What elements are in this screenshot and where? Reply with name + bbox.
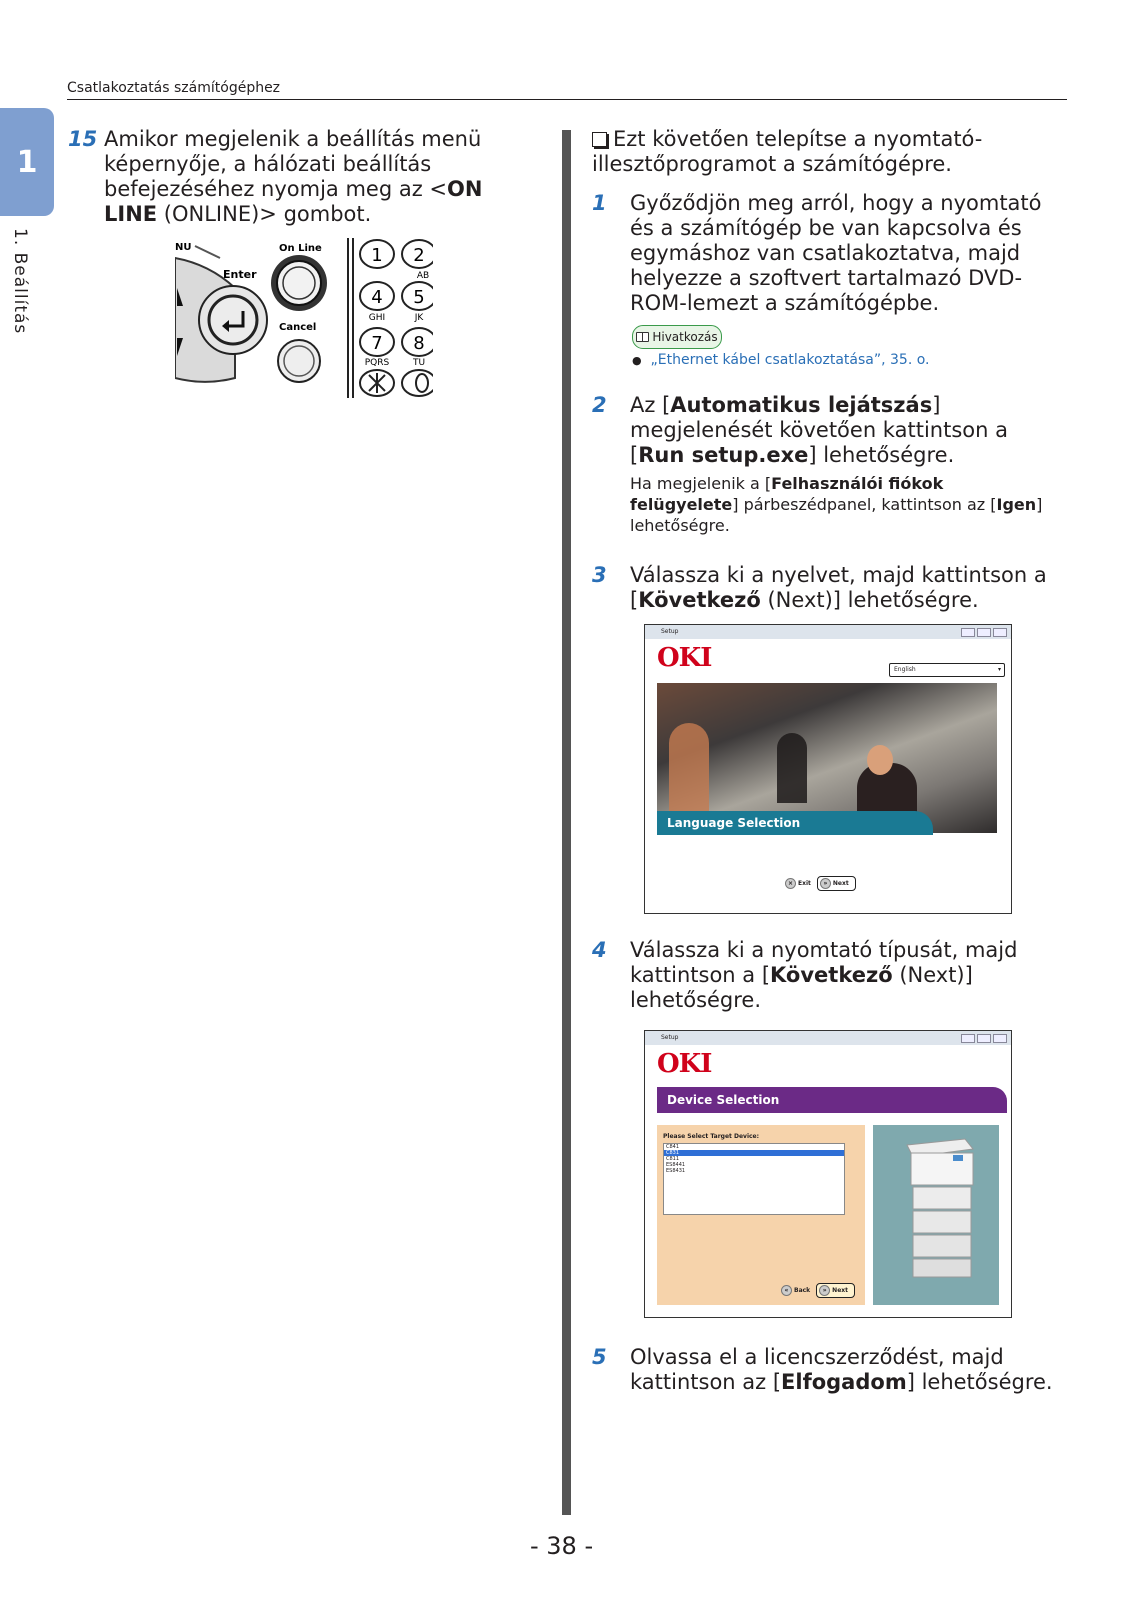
device-panel [657,1125,865,1305]
nav-buttons [781,1283,855,1298]
cancel-label: Cancel [279,322,317,333]
device-option[interactable]: ES8441 [666,1162,686,1168]
key-8-letters: TU [412,358,426,368]
back-button[interactable]: « Back [781,1283,810,1298]
language-selection-banner: Language Selection [657,811,933,835]
nav-buttons [785,876,856,891]
key-5: 5 [413,287,425,308]
header-rule [67,99,1067,100]
device-listbox[interactable] [663,1143,845,1215]
maximize-icon [977,1034,991,1043]
device-option-selected[interactable]: C831 [664,1150,844,1156]
reference-link[interactable]: ● „Ethernet kábel csatlakoztatása”, 35. o. [632,352,930,368]
key-1: 1 [371,245,383,266]
operator-panel-illustration [175,238,433,408]
printer-icon [873,1125,999,1305]
checkbox-bullet-icon [592,132,607,147]
key-7-letters: PQRS [364,358,390,368]
column-divider [562,130,571,1515]
exit-button[interactable]: × Exit [785,876,811,891]
window-titlebar: Setup [645,1031,1011,1045]
next-button[interactable]: » Next [816,1283,855,1298]
step-3-number: 3 [592,563,607,587]
printer-image-panel [873,1125,999,1305]
step-4-number: 4 [592,938,607,962]
step-5-text: Olvassa el a licencszerződést, majd kattintson az [Elfogadom] lehetőségre. [630,1345,1053,1394]
minimize-icon [961,628,975,637]
step-15-text: Amikor megjelenik a beállítás menü képernyője, a hálózati beállítás befejezéséhez nyomja meg az <ON LINE (ONLINE)> gombot. [104,127,483,226]
device-selection-banner: Device Selection [657,1087,1007,1113]
chevron-down-icon: ▾ [997,666,1001,673]
book-icon [636,332,649,342]
step-15-number: 15 [68,127,98,151]
step-4-text: Válassza ki a nyomtató típusát, majd kattintson a [Következő (Next)] lehetőségre. [630,938,1018,1012]
forward-icon: » [820,878,831,889]
key-8: 8 [413,333,425,354]
device-option[interactable]: C811 [666,1156,680,1162]
step-1-number: 1 [592,191,607,215]
device-list-label: Please Select Target Device: [663,1133,760,1140]
enter-label: Enter [223,268,257,281]
step-2-number: 2 [592,393,607,417]
key-5-letters: JK [414,313,424,323]
step-2-note: Ha megjelenik a [Felhasználói fiókok felügyelete] párbeszédpanel, kattintson az [Igen] lehetőségre. [630,474,1043,535]
minimize-icon [961,1034,975,1043]
setup-language-window [644,624,1012,914]
menu-label: NU [175,242,192,253]
enter-button [209,296,257,344]
device-option[interactable]: C841 [666,1144,680,1150]
oki-logo: OKI [657,1049,712,1079]
page-number: - 38 - [530,1532,594,1560]
close-icon [993,1034,1007,1043]
key-2-letters: AB [416,271,430,281]
chapter-side-label: 1. Beállítás [10,228,30,335]
reference-badge: Hivatkozás [632,325,722,349]
back-icon: « [781,1285,792,1296]
step-1-text: Győződjön meg arról, hogy a nyomtató és a számítógép be van kapcsolva és egymáshoz van csatlakoztatva, majd helyezze a szoftvert tartalmazó DVD-ROM-lemezt a számítógépbe. [630,191,1042,315]
device-option[interactable]: ES8431 [666,1168,686,1174]
next-button[interactable]: » Next [817,876,856,891]
key-7: 7 [371,333,383,354]
close-icon: × [785,878,796,889]
key-4-letters: GHI [368,313,386,323]
key-2: 2 [413,245,425,266]
maximize-icon [977,628,991,637]
running-header: Csatlakoztatás számítógéphez [67,80,281,96]
window-titlebar: Setup [645,625,1011,639]
close-icon [993,628,1007,637]
step-3-text: Válassza ki a nyelvet, majd kattintson a [Következő (Next)] lehetőségre. [630,563,1047,612]
language-select[interactable]: English ▾ [889,663,1005,677]
oki-logo: OKI [657,643,712,673]
online-label: On Line [279,243,322,254]
step-5-number: 5 [592,1345,607,1369]
chapter-tab[interactable]: 1 [0,108,54,216]
key-4: 4 [371,287,383,308]
setup-device-window [644,1030,1012,1318]
step-2-text: Az [Automatikus lejátszás] megjelenését követően kattintson a [Run setup.exe] lehetőségre. [630,393,1008,467]
intro-text: Ezt követően telepítse a nyomtató-illesztőprogramot a számítógépre. [592,127,983,176]
forward-icon: » [819,1285,830,1296]
